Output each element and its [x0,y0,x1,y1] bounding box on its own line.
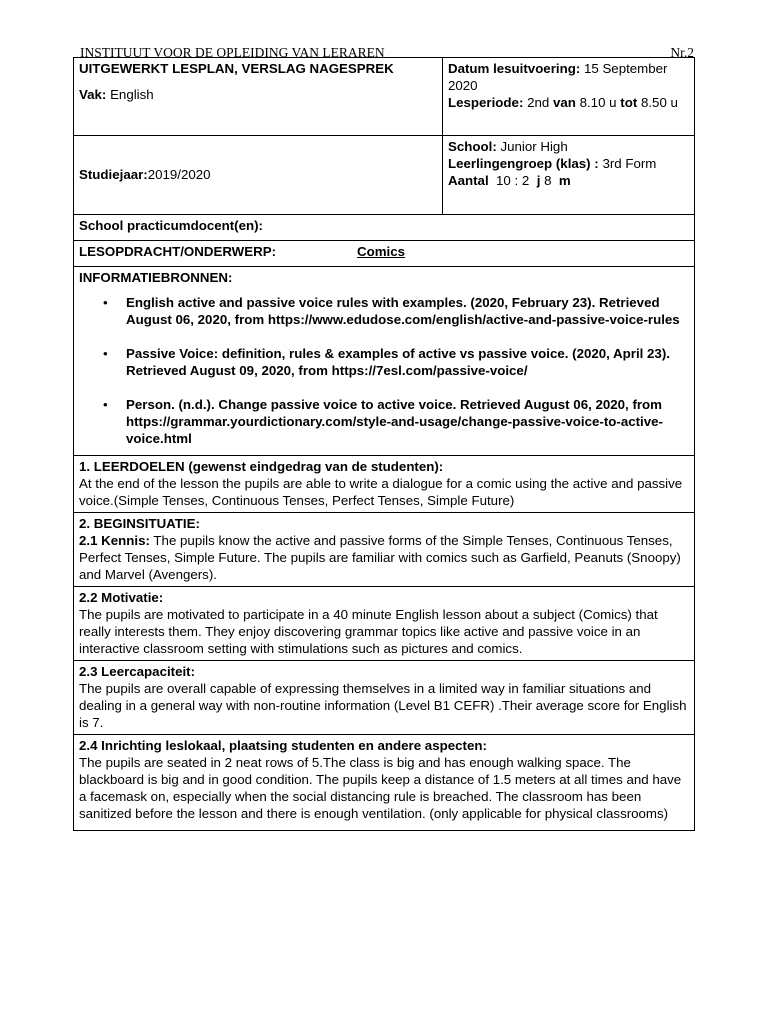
tot-label: tot [620,95,638,110]
vak-value: English [110,87,154,102]
lesperiode-value: 2nd [527,95,550,110]
leercapaciteit-heading: 2.3 Leercapaciteit: [79,664,196,679]
onderwerp-value: Comics [357,244,406,259]
aantal-label: Aantal [448,173,489,188]
row-beginsituatie [74,513,695,587]
studiejaar-cell [74,136,443,215]
motivatie-text: The pupils are motivated to participate in a 40 minute English lesson about a subject (Comics) that really interests them. They enjoy discovering grammar topics like active and passive voice in an interactive classroom setting with stimulations such as pictures and comics. [79,607,658,656]
bronnen-heading: INFORMATIEBRONNEN: [79,270,233,285]
van-value: 8.10 u [579,95,617,110]
list-item [103,345,689,379]
studiejaar-label: Studiejaar: [79,167,148,182]
form-title: UITGEWERKT LESPLAN, VERSLAG NAGESPREK [79,61,394,76]
datum-value: 15 September 2020 [448,61,668,93]
leercapaciteit-cell [74,661,695,735]
tot-value: 8.50 u [640,95,678,110]
bullet-icon: • [103,295,108,310]
source-text: Person. (n.d.). Change passive voice to active voice. Retrieved August 06, 2020, from https://grammar.yourdictionary.com/style-and-usage/change-passive-voice-to-active-voice.html [126,397,663,446]
beginsituatie-heading: 2. BEGINSITUATIE: [79,516,200,531]
j-value: 8 [544,173,552,188]
lesperiode-line [448,94,689,111]
groep-line [448,155,689,172]
row-leercapaciteit [74,661,695,735]
institute-name: INSTITUUT VOOR DE OPLEIDING VAN LERAREN [80,45,385,60]
row-practicum [74,215,695,241]
leerdoelen-text: At the end of the lesson the pupils are able to write a dialogue for a comic using the active and passive voice.(Simple Tenses, Continuous Tenses, Perfect Tenses, Simple Future) [79,476,683,508]
leerdoelen-heading: 1. LEERDOELEN (gewenst eindgedrag van de studenten): [79,459,444,474]
j-label: j [536,173,541,188]
motivatie-cell [74,587,695,661]
leerdoelen-cell [74,456,695,513]
onderwerp-cell [74,241,695,267]
datum-label: Datum lesuitvoering: [448,61,581,76]
school-line [448,138,689,155]
inrichting-text: The pupils are seated in 2 neat rows of 5.The class is big and has enough walking space. The blackboard is big and in good condition. The pupils keep a distance of 1.5 meters at all times and have a facemask on, especially when the social distancing rule is breached. The classroom has been sanitized before the lesson and there is enough ventilation. (only applicable for physical classrooms) [79,755,682,821]
kennis-paragraph [79,532,689,583]
inrichting-cell [74,735,695,831]
row-leerdoelen [74,456,695,513]
date-cell [443,58,695,136]
title-cell [74,58,443,136]
source-text: Passive Voice: definition, rules & examples of active vs passive voice. (2020, April 23). Retrieved August 09, 2020, from https://7esl.com/passive-voice/ [126,346,670,378]
beginsituatie-cell [74,513,695,587]
bullet-icon: • [103,346,108,361]
source-list [79,294,689,447]
van-label: van [552,95,576,110]
row-school [74,136,695,215]
row-motivatie [74,587,695,661]
row-bronnen [74,267,695,456]
bronnen-cell [74,267,695,456]
list-item [103,396,689,447]
m-label: m [558,173,571,188]
page-number: Nr.2 [670,45,694,60]
source-text: English active and passive voice rules with examples. (2020, February 23). Retrieved August 06, 2020, from https://www.edudose.com/english/active-and-passive-voice-rules [126,295,680,327]
leercapaciteit-text: The pupils are overall capable of expressing themselves in a limited way in familiar situations and dealing in a general way with non-routine information (Level B1 CEFR) .Their average score for English is 7. [79,681,687,730]
kennis-text: The pupils know the active and passive forms of the Simple Tenses, Continuous Tenses, Perfect Tenses, Simple Future. The pupils are familiar with comics such as Garfield, Peanuts (Snoopy) and Marvel (Avengers). [79,533,681,582]
school-value: Junior High [500,139,568,154]
motivatie-heading: 2.2 Motivatie: [79,590,164,605]
lesperiode-label: Lesperiode: [448,95,524,110]
school-label: School: [448,139,497,154]
row-inrichting [74,735,695,831]
aantal-line [448,172,689,189]
lesson-plan-table [73,57,695,831]
aantal-value: 10 : 2 [496,173,530,188]
bullet-icon: • [103,397,108,412]
practicum-cell [74,215,695,241]
kennis-label: 2.1 Kennis: [79,533,150,548]
row-onderwerp [74,241,695,267]
onderwerp-label: LESOPDRACHT/ONDERWERP: [79,244,276,259]
row-title [74,58,695,136]
list-item [103,294,689,328]
studiejaar-value: 2019/2020 [147,167,211,182]
school-cell [443,136,695,215]
vak-line [79,86,437,103]
inrichting-heading: 2.4 Inrichting leslokaal, plaatsing studenten en andere aspecten: [79,738,487,753]
groep-value: 3rd Form [602,156,657,171]
datum-line [448,60,689,94]
practicum-label: School practicumdocent(en): [79,218,263,233]
groep-label: Leerlingengroep (klas) : [448,156,599,171]
vak-label: Vak: [79,87,107,102]
